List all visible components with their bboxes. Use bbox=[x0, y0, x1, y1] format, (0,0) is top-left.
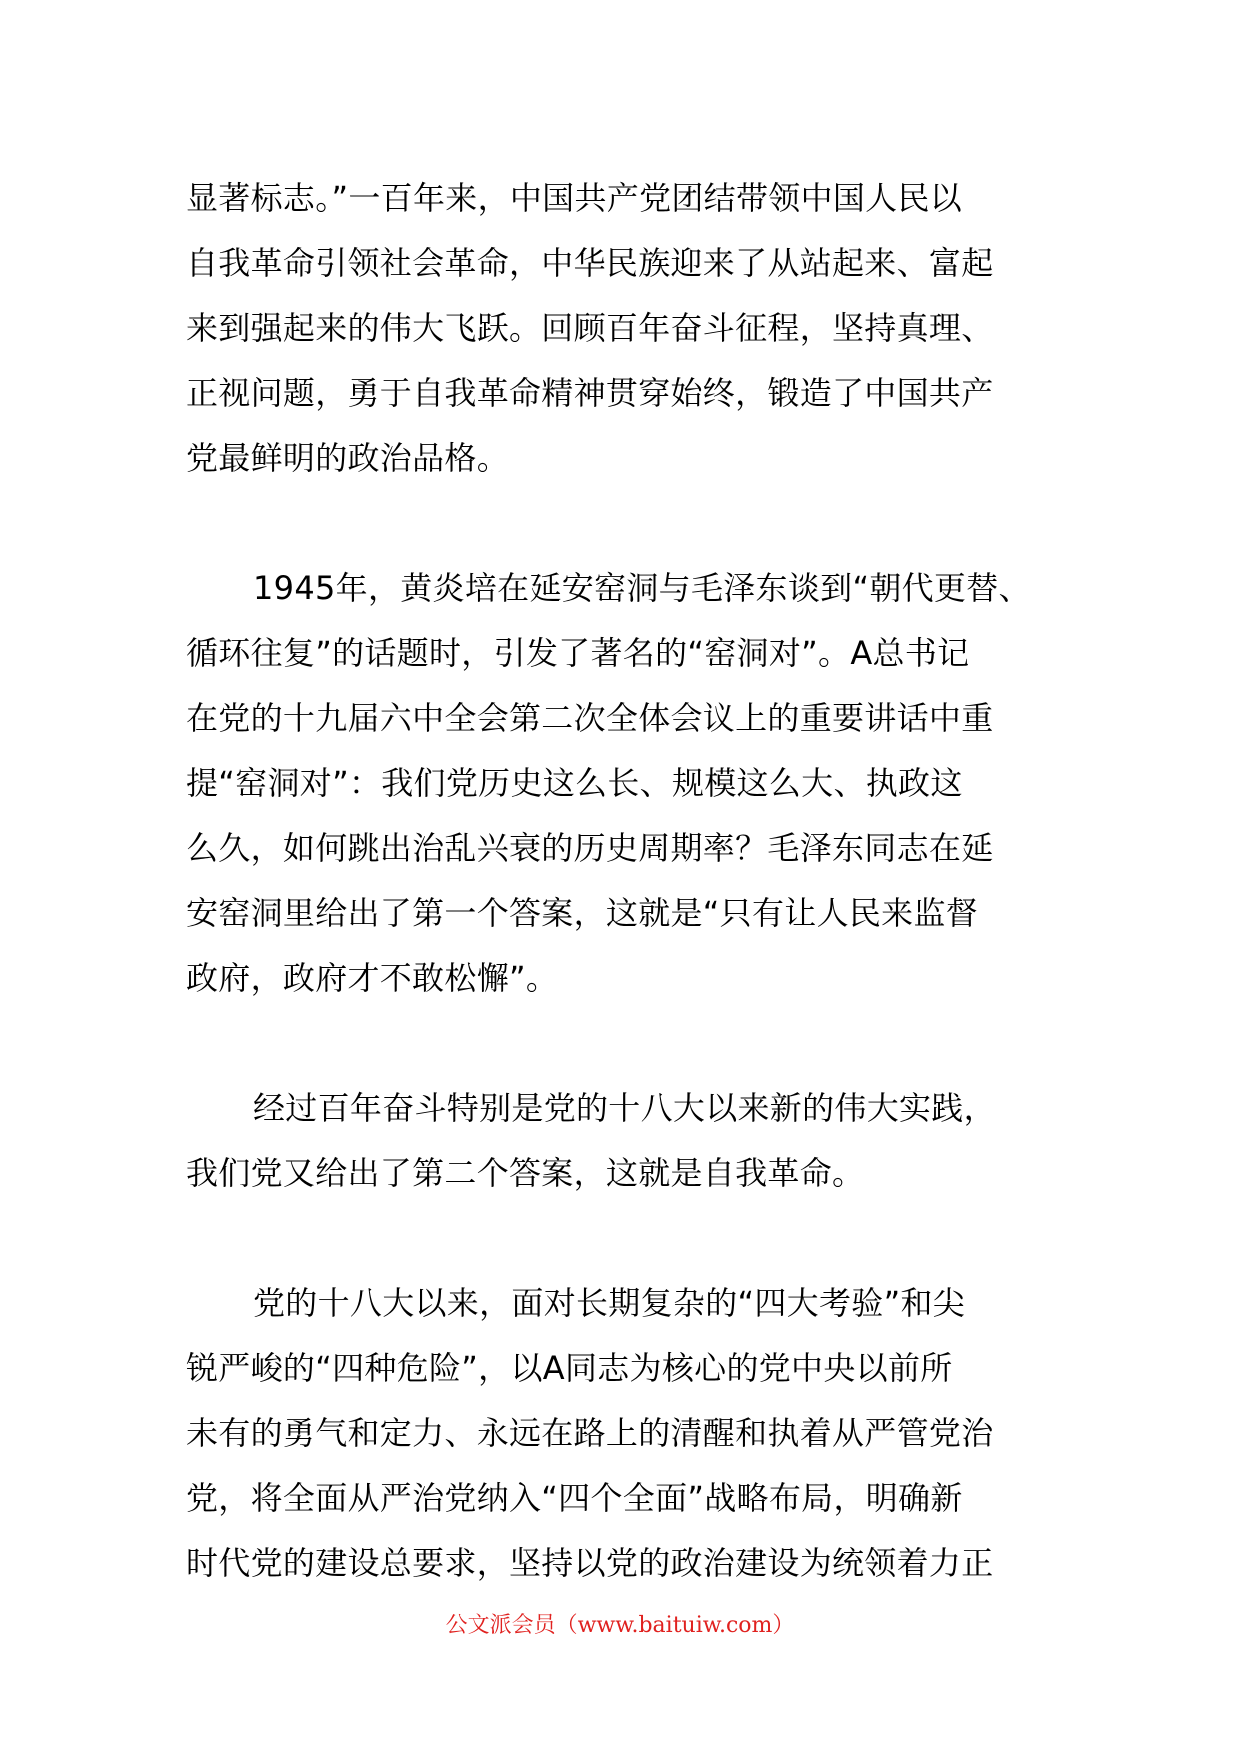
paragraph-4-line-3: 未有的勇气和定力、永远在路上的清醒和执着从严管党治 bbox=[186, 1414, 994, 1452]
paragraph-2-line-4: 提“窑洞对”：我们党历史这么长、规模这么大、执政这 bbox=[186, 764, 963, 802]
paragraph-spacer bbox=[186, 491, 1066, 556]
paragraph-1-line-2: 自我革命引领社会革命，中华民族迎来了从站起来、富起 bbox=[186, 244, 994, 282]
paragraph-2-line-6: 安窑洞里给出了第一个答案，这就是“只有让人民来监督 bbox=[186, 894, 979, 932]
document-body bbox=[186, 166, 1066, 1596]
paragraph-3-line-2: 我们党又给出了第二个答案，这就是自我革命。 bbox=[186, 1154, 865, 1192]
paragraph-3-line-1: 经过百年奋斗特别是党的十八大以来新的伟大实践， bbox=[253, 1089, 996, 1127]
paragraph-1-line-5: 党最鲜明的政治品格。 bbox=[186, 439, 510, 477]
paragraph-2-line-5: 么久，如何跳出治乱兴衰的历史周期率？毛泽东同志在延 bbox=[186, 829, 994, 867]
paragraph-2-line-7: 政府，政府才不敢松懈”。 bbox=[186, 959, 559, 997]
paragraph-4-line-5: 时代党的建设总要求，坚持以党的政治建设为统领着力正 bbox=[186, 1544, 994, 1582]
footer-watermark-text: 公文派会员（www.baituiw.com） bbox=[445, 1613, 795, 1638]
paragraph-spacer bbox=[186, 1011, 1066, 1076]
paragraph-4-line-1: 党的十八大以来，面对长期复杂的“四大考验”和尖 bbox=[253, 1284, 966, 1322]
paragraph-1-line-4: 正视问题，勇于自我革命精神贯穿始终，锻造了中国共产 bbox=[186, 374, 994, 412]
paragraph-2-line-2: 循环往复”的话题时，引发了著名的“窑洞对”。A总书记 bbox=[186, 634, 970, 672]
paragraph-spacer bbox=[186, 1206, 1066, 1271]
paragraph-2-line-3: 在党的十九届六中全会第二次全体会议上的重要讲话中重 bbox=[186, 699, 994, 737]
paragraph-4-line-4: 党，将全面从严治党纳入“四个全面”战略布局，明确新 bbox=[186, 1479, 963, 1517]
paragraph-4-line-2: 锐严峻的“四种危险”，以A同志为核心的党中央以前所 bbox=[186, 1349, 953, 1387]
paragraph-2-line-1: 1945年，黄炎培在延安窑洞与毛泽东谈到“朝代更替、 bbox=[253, 569, 1031, 607]
paragraph-1-line-1: 显著标志。”一百年来，中国共产党团结带领中国人民以 bbox=[186, 179, 963, 217]
paragraph-1-line-3: 来到强起来的伟大飞跃。回顾百年奋斗征程，坚持真理、 bbox=[186, 309, 994, 347]
